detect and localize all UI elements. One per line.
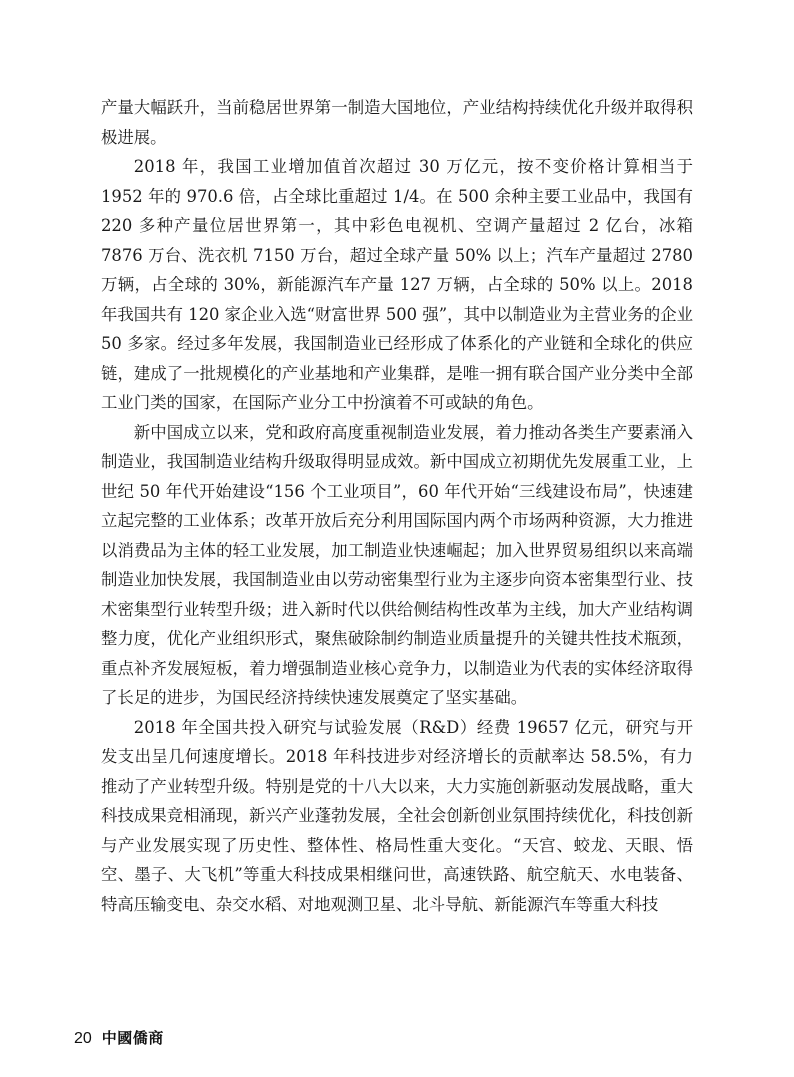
page-number: 20	[74, 1030, 92, 1047]
paragraph-industrial-output: 2018 年，我国工业增加值首次超过 30 万亿元，按不变价格计算相当于 1952 年的 970.6 倍，占全球比重超过 1/4。在 500 余种主要工业品中，我国有 220 多种产量位居世界第一，其中彩色电视机、空调产量超过 2 亿台，冰箱 7876 万台、洗衣机 7150 万台，超过全球产量 50% 以上；汽车产量超过 2780 万辆，占全球的 30%，新能源汽车产量 127 万辆，占全球的 50% 以上。2018 年我国共有 120 家企业入选“财富世界 500 强”，其中以制造业为主营业务的企业 50 多家。经过多年发展，我国制造业已经形成了体系化的产业链和全球化的供应链，建成了一批规模化的产业基地和产业集群，是唯一拥有联合国产业分类中全部工业门类的国家，在国际产业分工中扮演着不可或缺的角色。	[101, 157, 693, 412]
magazine-title: 中國僑商	[101, 1029, 164, 1047]
paragraph-continuation: 产量大幅跃升，当前稳居世界第一制造大国地位，产业结构持续优化升级并取得积极进展。	[101, 98, 693, 147]
page-footer	[74, 1027, 164, 1048]
paragraph-manufacturing-development: 新中国成立以来，党和政府高度重视制造业发展，着力推动各类生产要素涌入制造业，我国制造业结构升级取得明显成效。新中国成立初期优先发展重工业，上世纪 50 年代开始建设“156 个工业项目”，60 年代开始“三线建设布局”，快速建立起完整的工业体系；改革开放后充分利用国际国内两个市场两种资源，大力推进以消费品为主体的轻工业发展，加工制造业快速崛起；加入世界贸易组织以来高端制造业加快发展，我国制造业由以劳动密集型行业为主逐步向资本密集型行业、技术密集型行业转型升级；进入新时代以供给侧结构性改革为主线，加大产业结构调整力度，优化产业组织形式，聚焦破除制约制造业质量提升的关键共性技术瓶颈，重点补齐发展短板，着力增强制造业核心竞争力，以制造业为代表的实体经济取得了长足的进步，为国民经济持续快速发展奠定了坚实基础。	[101, 422, 693, 707]
paragraph-research-investment: 2018 年全国共投入研究与试验发展（R&D）经费 19657 亿元，研究与开发支出呈几何速度增长。2018 年科技进步对经济增长的贡献率达 58.5%，有力推动了产业转型升级。特别是党的十八大以来，大力实施创新驱动发展战略，重大科技成果竞相涌现，新兴产业蓬勃发展，全社会创新创业氛围持续优化，科技创新与产业发展实现了历史性、整体性、格局性重大变化。“天宫、蛟龙、天眼、悟空、墨子、大飞机”等重大科技成果相继问世，高速铁路、航空航天、水电装备、特高压输变电、杂交水稻、对地观测卫星、北斗导航、新能源汽车等重大科技	[101, 717, 693, 914]
article-body	[101, 93, 693, 919]
